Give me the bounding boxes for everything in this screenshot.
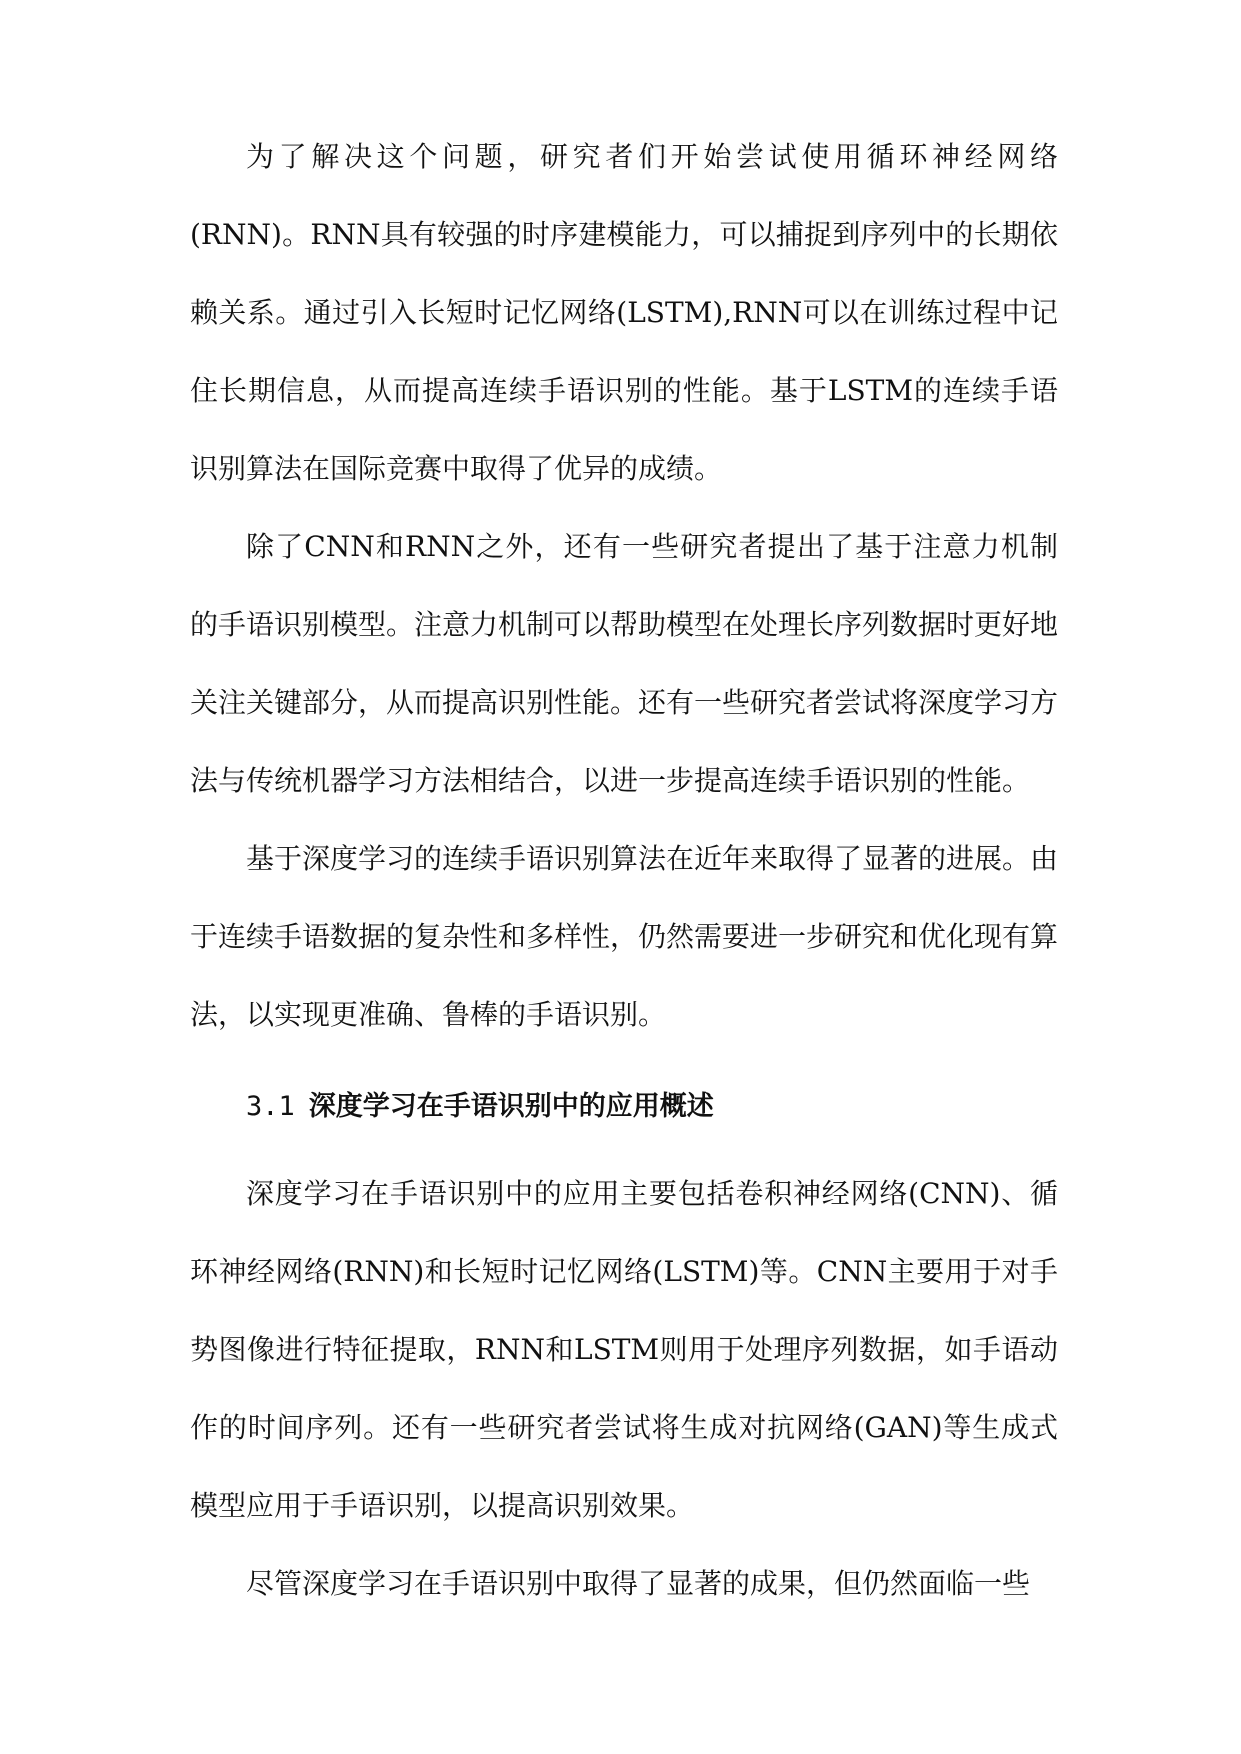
- section-title: 深度学习在手语识别中的应用概述: [308, 1091, 714, 1122]
- section-number: 3.1: [246, 1091, 295, 1122]
- section-heading: [246, 1087, 714, 1127]
- paragraph-challenges: 尽管深度学习在手语识别中取得了显著的成果，但仍然面临一些: [246, 1567, 1031, 1600]
- paragraph-rnn-lstm: 为了解决这个问题，研究者们开始尝试使用循环神经网络(RNN)。RNN具有较强的时序建模能力，可以捕捉到序列中的长期依赖关系。通过引入长短时记忆网络(LSTM),RNN可以在训练过程中记住长期信息，从而提高连续手语识别的性能。基于LSTM的连续手语识别算法在国际竞赛中取得了优异的成绩。: [190, 140, 1058, 485]
- body-text-before-section: [190, 118, 1058, 1054]
- paragraph-progress: 基于深度学习的连续手语识别算法在近年来取得了显著的进展。由于连续手语数据的复杂性和多样性，仍然需要进一步研究和优化现有算法，以实现更准确、鲁棒的手语识别。: [190, 842, 1059, 1031]
- paragraph-attention: 除了CNN和RNN之外，还有一些研究者提出了基于注意力机制的手语识别模型。注意力机制可以帮助模型在处理长序列数据时更好地关注关键部分，从而提高识别性能。还有一些研究者尝试将深度学习方法与传统机器学习方法相结合，以进一步提高连续手语识别的性能。: [190, 530, 1059, 797]
- paragraph-applications: 深度学习在手语识别中的应用主要包括卷积神经网络(CNN)、循环神经网络(RNN)和长短时记忆网络(LSTM)等。CNN主要用于对手势图像进行特征提取，RNN和LSTM则用于处理序列数据，如手语动作的时间序列。还有一些研究者尝试将生成对抗网络(GAN)等生成式模型应用于手语识别，以提高识别效果。: [190, 1177, 1058, 1522]
- body-text-after-section: [190, 1155, 1058, 1623]
